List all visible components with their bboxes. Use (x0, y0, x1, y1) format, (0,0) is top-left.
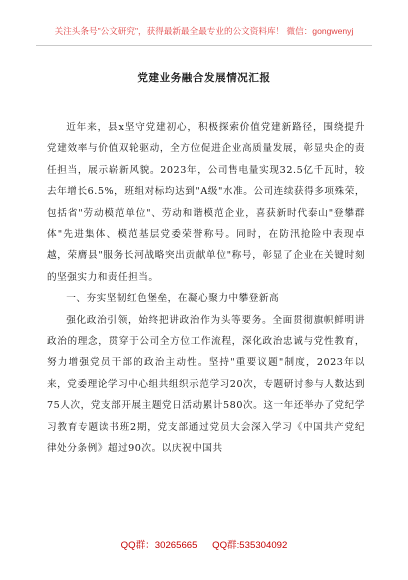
qq-group-2: QQ群:535304092 (212, 540, 288, 551)
body-paragraph: 强化政治引领，始终把讲政治作为头等要务。全面贯彻旗帜鲜明讲政治的理念，贯穿于公司全方位工作流程，深化政治忠诚与党性教育，努力增强党员干部的政治主动性。坚持"重要议题"制度，2023年以来，党委理论学习中心组共组织示范学习20次，专题研讨参与人数达到75人次，党支部开展主题党日活动累计580次。这一年还举办了党纪学习教育专题读书班2期，党支部通过党员大会深入学习《中国共产党纪律处分条例》超过90次。以庆祝中国共 (47, 314, 365, 455)
document-title: 党建业务融合发展情况汇报 (137, 72, 271, 84)
page-header (36, 19, 372, 46)
qq-group-1: QQ群：30265665 (120, 540, 198, 551)
header-promo-note: 关注头条号"公文研究"，获得最新最全最专业的公文资料库！ 微信：gongwenyj (54, 26, 354, 36)
section-heading: 一、夯实坚韧红色堡垒，在凝心聚力中攀登新高 (66, 293, 280, 305)
page-footer (0, 537, 408, 551)
document-body (47, 117, 365, 460)
body-paragraph: 近年来，县x坚守党建初心，积极探索价值党建新路径，围绕提升党建效率与价值双轮驱动，全方位促进企业高质量发展，彰显央企的责任担当，展示崭新风貌。2023年，公司售电量实现32.5亿千瓦时，较去年增长6.5%，班组对标均达到"A级"水准。公司连续获得多项殊荣，包括省"劳动模范单位"、劳动和谐模范企业，喜获新时代泰山"登攀群体"先进集体、模范基层党委荣誉称号。同时，在防汛抢险中表现卓越，荣膺县"服务长河战略突出贡献单位"称号，彰显了企业在关键时刻的坚强实力和责任担当。 (47, 122, 365, 283)
